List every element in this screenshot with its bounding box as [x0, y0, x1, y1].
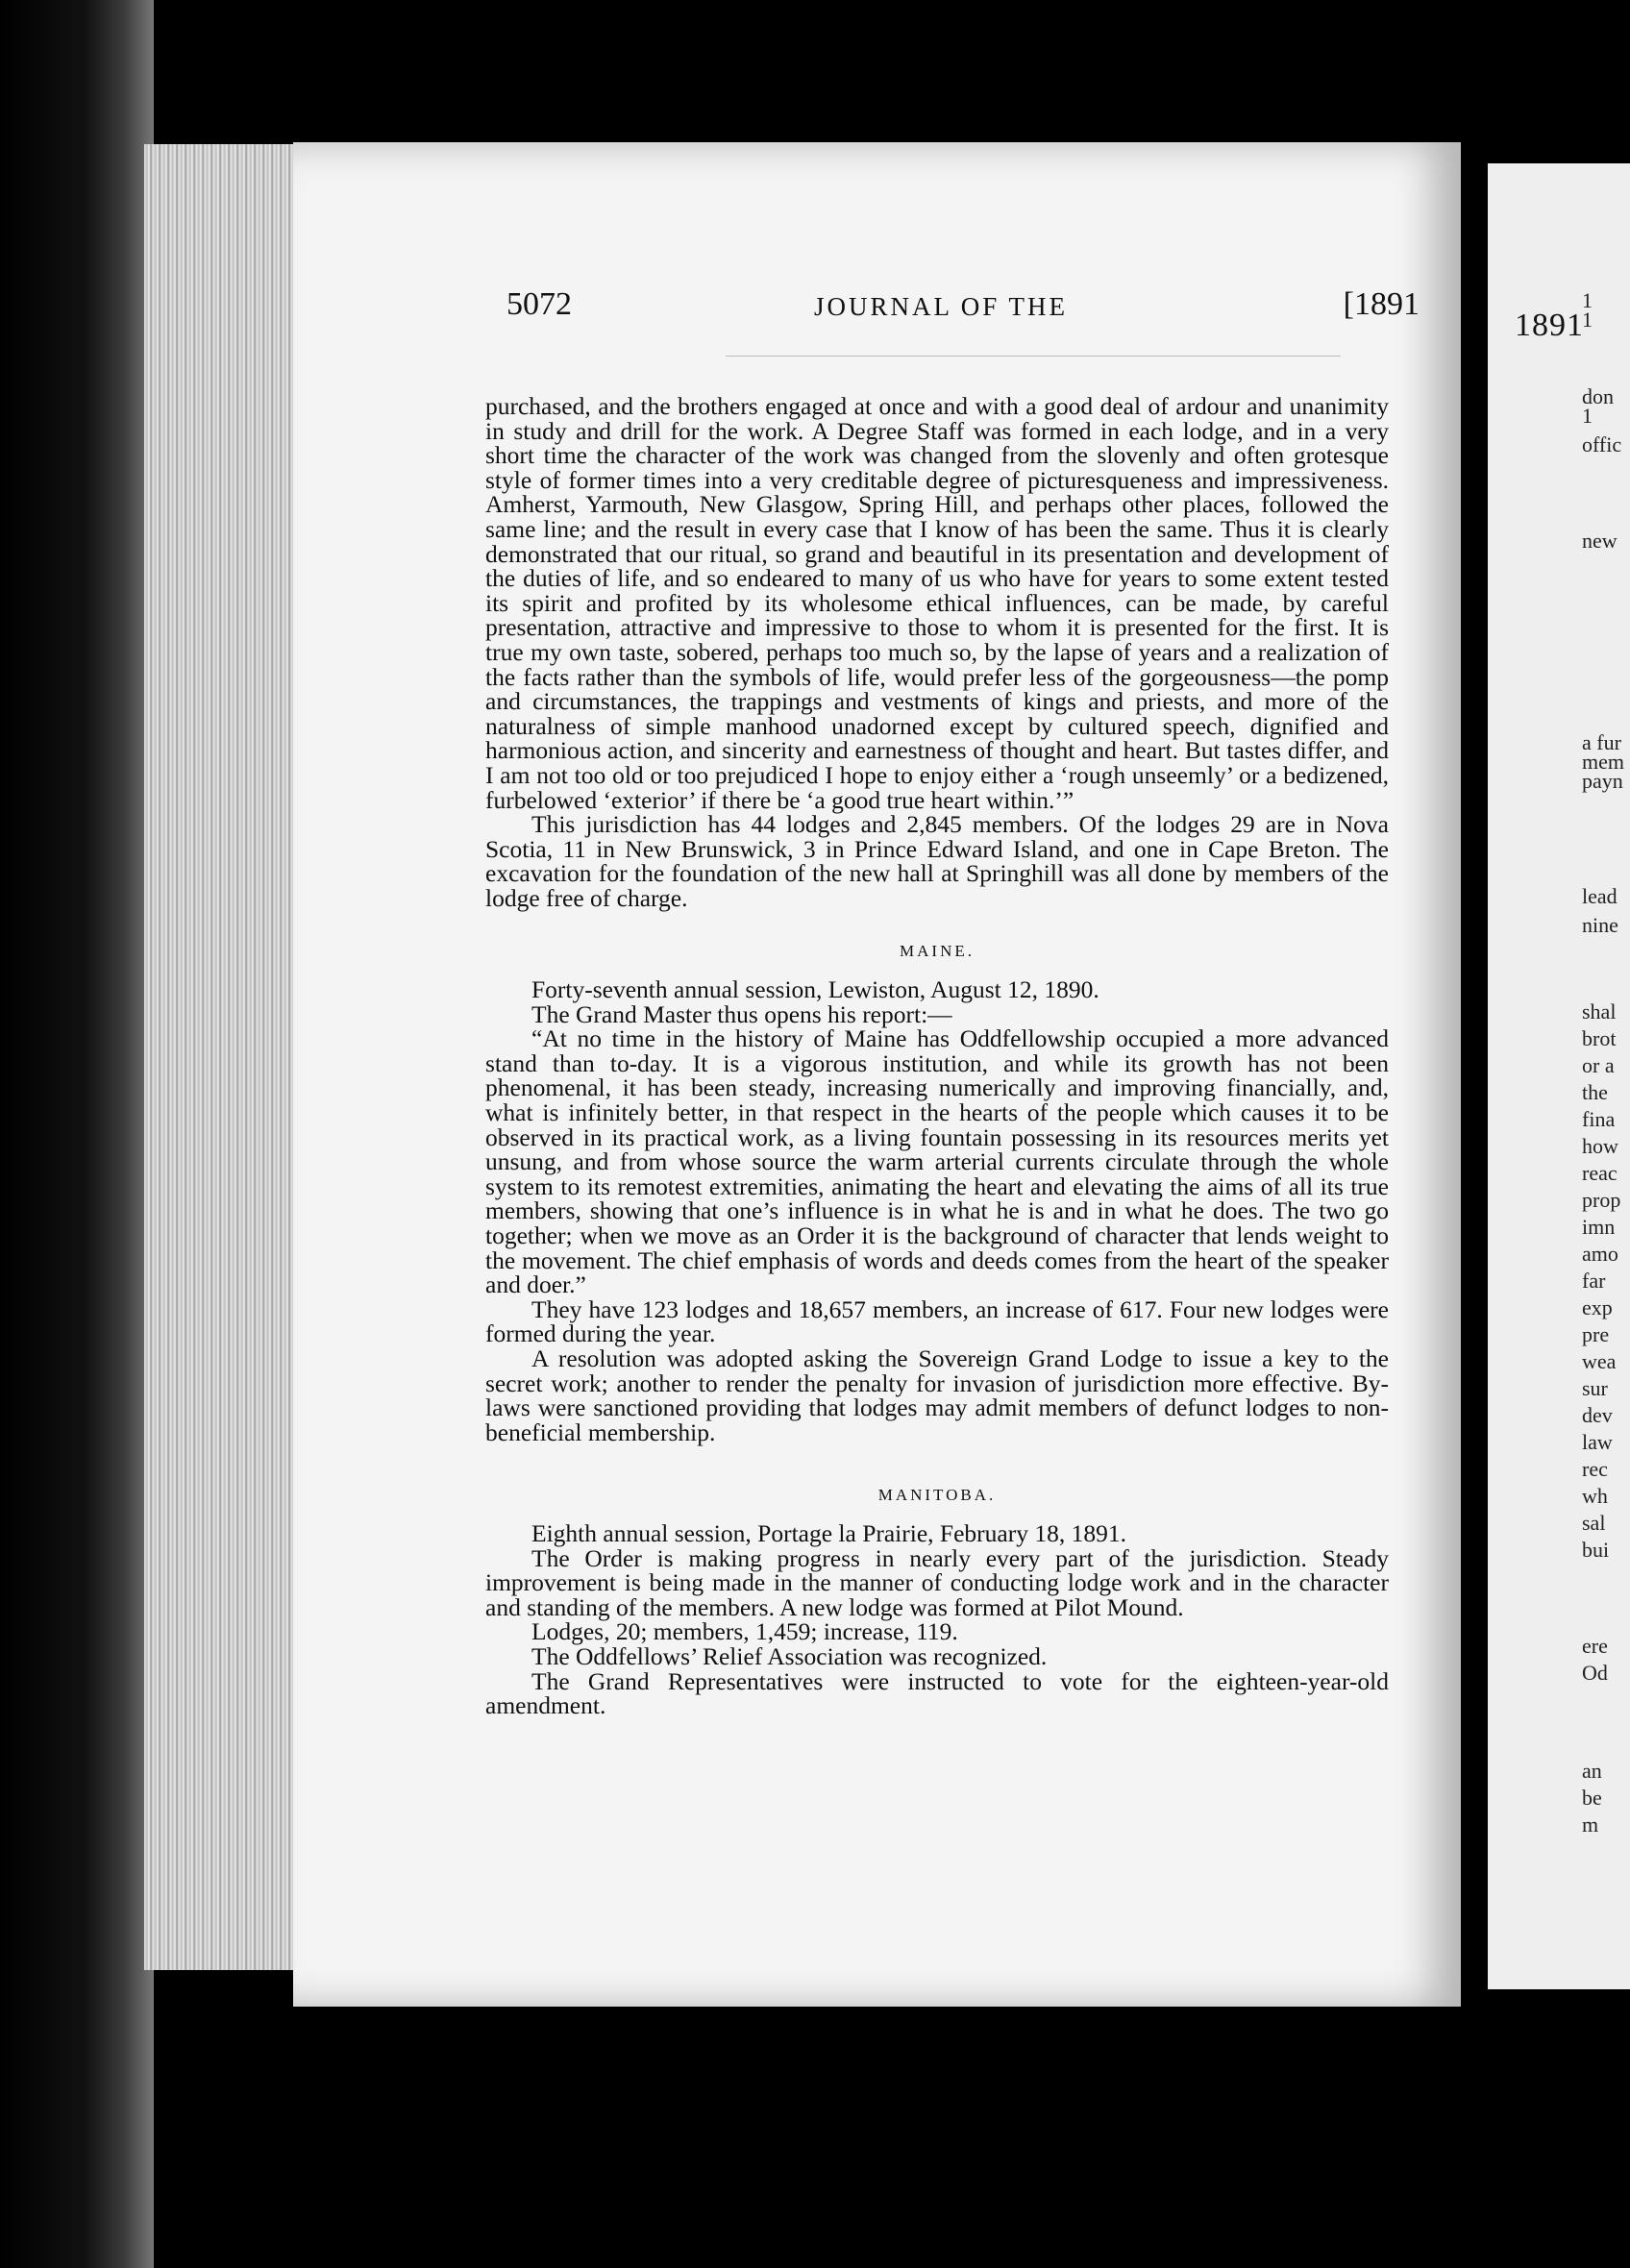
manitoba-stats: Lodges, 20; members, 1,459; increase, 119. — [531, 1617, 958, 1646]
maine-session: Forty-seventh annual session, Lewiston, August 12, 1890. — [531, 975, 1099, 1004]
book-gutter-shadow — [0, 0, 154, 2268]
adjacent-page-fragment: Od — [1582, 1661, 1608, 1685]
manitoba-relief: The Oddfellows’ Relief Association was recognized. — [531, 1641, 1048, 1670]
adjacent-page-fragment: lead — [1582, 884, 1618, 908]
manitoba-representatives: The Grand Representatives were instructed to vote for the eighteen-year-old amendment. — [485, 1666, 1389, 1720]
adjacent-page-fragment: rec — [1582, 1457, 1608, 1481]
adjacent-page-fragment: an — [1582, 1759, 1602, 1783]
adjacent-page-fragment: reac — [1582, 1161, 1618, 1185]
adjacent-page-fragment: fina — [1582, 1107, 1616, 1131]
adjacent-page-fragment: sal — [1582, 1511, 1606, 1535]
intro-paragraph-jurisdiction: This jurisdiction has 44 lodges and 2,845 members. Of the lodges 29 are in Nova Scotia, 11 in New Brunswick, 3 in Prince Edward Island, and one in Cape Breton. The excavation for the foundation of the new hall at Springhill was all done by members of the lodge free of charge. — [485, 810, 1389, 912]
adjacent-page-fragment: wea — [1582, 1349, 1617, 1373]
page-edges — [144, 144, 298, 1970]
maine-stats: They have 123 lodges and 18,657 members, an increase of 617. Four new lodges were formed during the year. — [485, 1294, 1389, 1348]
intro-paragraph-continued: purchased, and the brothers engaged at once and with a good deal of ardour and unanimity in study and drill for the work. A Degree Staff was formed in each lodge, and in a very short time the character of the work was changed from the slovenly and often grotesque style of former times into a very creditable degree of picturesqueness and impressiveness. Amherst, Yarmouth, New Glasgow, Spring Hill, and perhaps other places, followed the same line; and the result in every case that I know of has been the same. Thus it is clearly demonstrated that our ritual, so grand and beautiful in its presentation and development of the duties of life, and so endeared to many of us who have for years to some extent tested its spirit and profited by its wholesome ethical influences, can be made, by careful presentation, attractive and impressive to those to whom it is presented for the first. It is true my own taste, sobered, perhaps too much so, by the lapse of years and a realization of the facts rather than the symbols of life, would prefer less of the gorgeousness—the pomp and circumstances, the trappings and vestments of kings and priests, and more of the naturalness of simple manhood unadorned except by cultured speech, dignified and harmonious action, and sincerity and earnestness of thought and heart. But tastes differ, and I am not too old or too prejudiced I hope to enjoy either a ‘rough unseemly’ or a bedizened, furbelowed ‘exterior’ if there be ‘a good true heart within.’” — [485, 392, 1389, 814]
adjacent-page-fragment: sur — [1582, 1376, 1608, 1400]
adjacent-page-fragment: wh — [1582, 1484, 1608, 1508]
manitoba-progress: The Order is making progress in nearly every part of the jurisdiction. Steady improvement is being made in the manner of conducting lodge work and in the character and standing of the members. A new lodge was formed at Pilot Mound. — [485, 1543, 1389, 1621]
adjacent-page-fragment: don — [1582, 384, 1614, 408]
adjacent-page-fragment: exp — [1582, 1295, 1613, 1319]
adjacent-page-fragment: the — [1582, 1080, 1608, 1104]
manitoba-session: Eighth annual session, Portage la Prairie, February 18, 1891. — [531, 1518, 1126, 1547]
header-rule — [726, 356, 1341, 357]
maine-opens: The Grand Master thus opens his report:— — [531, 999, 952, 1028]
adjacent-page-fragment: a fur — [1582, 730, 1621, 754]
adjacent-page-fragment: or a — [1582, 1053, 1615, 1077]
page-number: 5072 — [506, 286, 572, 322]
section-heading-manitoba: MANITOBA. — [877, 1486, 997, 1505]
adjacent-page-fragment: law — [1582, 1430, 1613, 1454]
adjacent-page-fragment: be — [1582, 1786, 1602, 1810]
adjacent-page-fragment: pre — [1582, 1322, 1610, 1346]
adjacent-page-fragment: nine — [1582, 913, 1618, 937]
adjacent-page-fragment: payn — [1582, 769, 1623, 793]
adjacent-page-fragment: dev — [1582, 1403, 1613, 1427]
adjacent-page-fragment: 1 — [1582, 404, 1593, 428]
running-title: JOURNAL OF THE — [814, 292, 1069, 321]
header-year: [1891 — [1343, 286, 1420, 322]
adjacent-page-fragment: brot — [1582, 1026, 1617, 1050]
adjacent-page-fragment: far — [1582, 1269, 1606, 1293]
section-heading-maine: MAINE. — [900, 942, 975, 961]
adjacent-page-fragment: prop — [1582, 1188, 1621, 1212]
adjacent-page-fragment: new — [1582, 529, 1618, 553]
adjacent-page-fragment: amo — [1582, 1242, 1618, 1266]
adjacent-page-fragment: 1 — [1582, 288, 1593, 312]
maine-quote: “At no time in the history of Maine has Oddfellowship occupied a more advanced stand than to-day. It is a vigorous institution, and while its growth has not been phenomenal, it has been steady, increasing numerically and improving financially, and, what is infinitely better, in that respect in the hearts of the people which causes it to be observed in its practical work, as a living fountain possessing in its resources merits yet unsung, and from whose source the warm arterial currents circulate through the whole system to its remotest extremities, animating the heart and elevating the aims of all its true members, showing that one’s influence is in what he is and in what he does. The two go together; when we move as an Order it is the background of character that lends weight to the movement. The chief emphasis of words and deeds comes from the heart of the speaker and doer.” — [485, 1024, 1389, 1299]
adjacent-page-fragment: mem — [1582, 750, 1624, 774]
page-header — [506, 286, 1420, 334]
journal-page — [293, 142, 1461, 2007]
page-body — [485, 394, 1389, 1718]
adjacent-page-fragment: m — [1582, 1812, 1599, 1837]
adjacent-page-fragment: imn — [1582, 1215, 1616, 1239]
adjacent-page-fragment: ere — [1582, 1634, 1608, 1658]
adjacent-page-fragment: offic — [1582, 432, 1622, 456]
adjacent-page-fragment: how — [1582, 1134, 1618, 1158]
adjacent-page-fragment: bui — [1582, 1538, 1610, 1562]
adjacent-page-fragment: shal — [1582, 999, 1617, 1023]
adjacent-page — [1488, 163, 1630, 1989]
adjacent-page-header: 1891 — [1515, 308, 1584, 343]
maine-resolution: A resolution was adopted asking the Sovereign Grand Lodge to issue a key to the secret work; another to render the penalty for invasion of jurisdiction more effective. By-laws were sanctioned providing that lodges may admit members of defunct lodges to non-beneficial membership. — [485, 1344, 1389, 1446]
adjacent-page-fragment: 1 — [1582, 308, 1593, 332]
